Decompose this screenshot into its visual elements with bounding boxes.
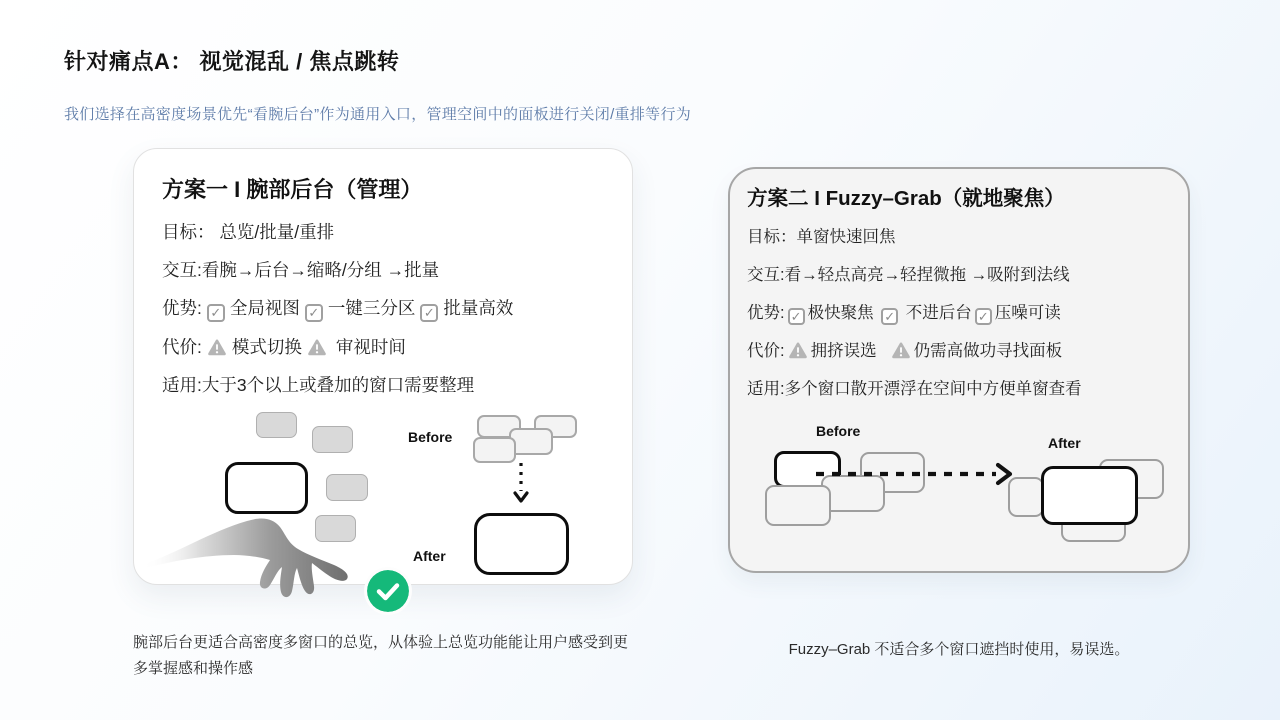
window-outline [473, 437, 516, 463]
window-outline [765, 485, 831, 526]
plan-a-costs-row [162, 334, 604, 360]
plan-b-costs-row [747, 339, 1171, 364]
advantages-label: 优势: [747, 304, 785, 322]
right-dashed-arrow-icon [814, 461, 1020, 487]
before-label: Before [816, 423, 861, 439]
plan-b-advantages-row [747, 301, 1171, 326]
plan-a-caption: 腕部后台更适合高密度多窗口的总览，从体验上总览功能能让用户感受到更多掌握感和操作感 [133, 634, 629, 677]
plan-b-goal: 目标：单窗快速回焦 [747, 228, 896, 246]
cost-item: 审视时间 [335, 337, 406, 357]
advantage-item: 极快聚焦 [807, 304, 874, 322]
warning-icon [891, 341, 911, 359]
cost-item: 模式切换 [231, 337, 302, 357]
before-label: Before [408, 429, 453, 445]
costs-label: 代价: [162, 337, 202, 357]
plan-a-advantages-row [162, 295, 604, 322]
down-dashed-arrow-icon [513, 461, 529, 507]
after-label: After [413, 548, 446, 564]
advantage-item: 压噪可读 [994, 304, 1061, 322]
advantage-item: 批量高效 [443, 298, 514, 318]
approved-check-icon [367, 570, 409, 612]
costs-label: 代价: [747, 342, 785, 360]
advantage-item: 不进后台 [905, 304, 972, 322]
warning-icon [307, 338, 327, 356]
cost-item: 拥挤误选 [810, 342, 877, 360]
advantage-item: 一键三分区 [327, 298, 416, 318]
checkbox-icon: ✓ [420, 304, 438, 322]
focused-window [474, 513, 569, 575]
plan-b-title: 方案二 I Fuzzy–Grab（就地聚焦） [747, 187, 1065, 210]
advantage-item: 全局视图 [229, 298, 300, 318]
plan-b-card [728, 167, 1190, 573]
page-subtitle: 我们选择在高密度场景优先“看腕后台”作为通用入口，管理空间中的面板进行关闭/重排等行为 [64, 106, 692, 123]
plan-a-title: 方案一 I 腕部后台（管理） [162, 177, 423, 202]
focused-window [1041, 466, 1138, 525]
hand-illustration [142, 505, 374, 603]
warning-icon [788, 341, 808, 359]
checkbox-icon: ✓ [881, 308, 898, 325]
window-thumbnail [326, 474, 368, 501]
plan-a-goal: 目标： 总览/批量/重排 [162, 222, 335, 242]
plan-a-interaction: 交互:看腕→后台→缩略/分组 →批量 [162, 260, 440, 280]
plan-a-applicable: 适用:大于3个以上或叠加的窗口需要整理 [162, 375, 475, 395]
checkbox-icon: ✓ [305, 304, 323, 322]
window-thumbnail [256, 412, 297, 438]
advantages-label: 优势: [162, 298, 202, 318]
plan-b-applicable: 适用:多个窗口散开漂浮在空间中方便单窗查看 [747, 380, 1082, 398]
page-title: 针对痛点A： 视觉混乱 / 焦点跳转 [64, 49, 400, 74]
checkbox-icon: ✓ [788, 308, 805, 325]
window-thumbnail [312, 426, 353, 453]
plan-a-card [133, 148, 633, 585]
plan-b-caption: Fuzzy–Grab 不适合多个窗口遮挡时使用，易误选。 [788, 641, 1130, 658]
cost-item: 仍需高做功寻找面板 [913, 342, 1063, 360]
plan-b-interaction: 交互:看→轻点高亮→轻捏微拖 →吸附到法线 [747, 266, 1070, 284]
checkbox-icon: ✓ [975, 308, 992, 325]
checkbox-icon: ✓ [207, 304, 225, 322]
after-label: After [1048, 435, 1081, 451]
warning-icon [207, 338, 227, 356]
